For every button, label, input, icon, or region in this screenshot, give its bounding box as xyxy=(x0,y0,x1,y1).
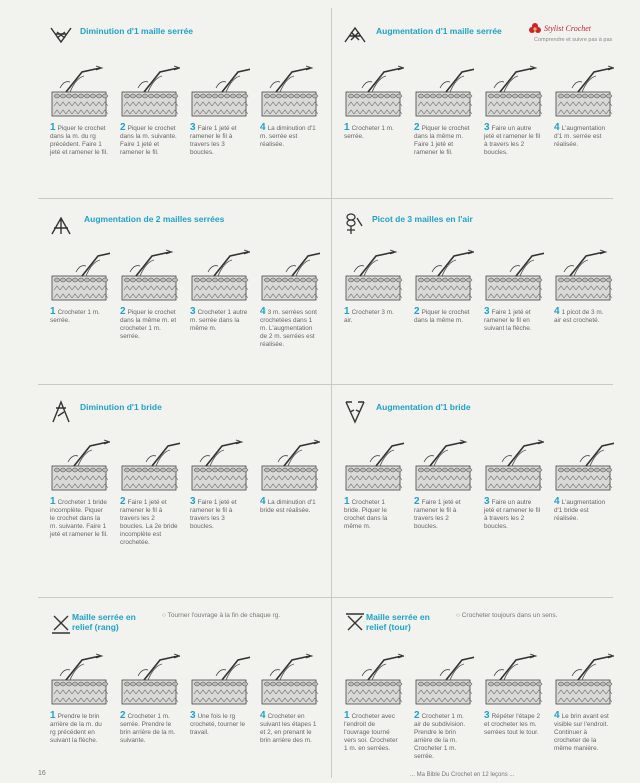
step-description: L'augmentation d'1 m. serrée est réalisée. xyxy=(554,125,606,148)
step-illustration xyxy=(552,436,614,496)
section-title: Diminution d'1 maille serrée xyxy=(80,26,194,36)
section-note: ○ Crocheter toujours dans un sens. xyxy=(456,612,558,619)
step-number: 4 xyxy=(554,710,560,721)
step-illustration xyxy=(412,246,474,306)
step-illustration xyxy=(118,436,180,496)
section-title: Picot de 3 mailles en l'air xyxy=(372,214,473,224)
step-text xyxy=(484,498,542,531)
step-illustration xyxy=(482,650,544,710)
step-illustration xyxy=(552,246,614,306)
step-illustration xyxy=(48,650,110,710)
step-description: Faire 1 jeté et ramener le fil à travers les 2 boucles. xyxy=(414,499,461,530)
step-description: L'augmentation d'1 bride est réalisée. xyxy=(554,499,606,522)
step-text xyxy=(50,308,108,325)
step-illustration xyxy=(412,650,474,710)
step-number: 3 xyxy=(484,496,490,507)
step-description: Piquer le crochet dans la m. suivante. Faire 1 jeté et ramener le fil. xyxy=(120,125,177,156)
aug-ms-symbol-icon xyxy=(342,20,368,46)
step-text xyxy=(50,124,108,157)
step-number: 2 xyxy=(414,122,420,133)
step-illustration xyxy=(48,436,110,496)
dim-ms-symbol-icon xyxy=(48,20,74,46)
step-description: Le brin avant est visible sur l'endroit. Continuer à crocheter de la même manière. xyxy=(554,713,609,752)
step-text xyxy=(554,498,612,523)
step-description: Faire 1 jeté et ramener le fil à travers les 3 boucles. xyxy=(190,125,237,156)
row-divider-2 xyxy=(38,384,613,385)
section-title: Augmentation d'1 maille serrée xyxy=(376,26,502,36)
step-text xyxy=(344,308,402,325)
flower-icon xyxy=(528,22,542,36)
step-description: Crocheter 1 m. serrée. Prendre le brin arrière de la m. suivante. xyxy=(120,713,176,744)
step-description: Crocheter 1 autre m. serrée dans la même m. xyxy=(190,309,248,332)
step-text xyxy=(260,124,318,149)
step-illustration xyxy=(48,62,110,122)
step-text xyxy=(190,498,248,531)
step-description: Une fois le rg crocheté, tourner le travail. xyxy=(190,713,246,736)
step-text xyxy=(414,308,472,325)
step-number: 2 xyxy=(414,306,420,317)
step-number: 4 xyxy=(554,122,560,133)
step-illustration xyxy=(258,246,320,306)
section-title: Diminution d'1 bride xyxy=(80,402,162,412)
step-number: 2 xyxy=(414,710,420,721)
step-number: 1 xyxy=(344,710,350,721)
step-illustration xyxy=(412,436,474,496)
step-number: 1 xyxy=(344,306,350,317)
step-description: Crocheter 3 m. air. xyxy=(344,309,394,324)
step-text xyxy=(190,712,248,737)
step-description: Piquer le crochet dans la même m. Faire 1 jeté et ramener le fil. xyxy=(414,125,470,156)
step-illustration xyxy=(118,246,180,306)
step-illustration xyxy=(188,62,250,122)
step-description: Crocheter 1 bride incomplète. Piquer le crochet dans la m. suivante. Faire 1 jeté et ramener le fil. xyxy=(50,499,108,538)
page-footer: ... Ma Bible Du Crochet en 12 leçons ... xyxy=(410,772,515,778)
step-illustration xyxy=(258,436,320,496)
step-text xyxy=(344,498,402,531)
step-illustration xyxy=(342,62,404,122)
section-title: Maille serrée en relief (rang) xyxy=(72,612,136,632)
row-divider-1 xyxy=(38,198,613,199)
step-illustration xyxy=(482,436,544,496)
page-number: 16 xyxy=(38,770,46,777)
step-illustration xyxy=(482,246,544,306)
step-text xyxy=(414,498,472,531)
step-number: 2 xyxy=(120,496,126,507)
step-description: Crocheter 1 bride. Piquer le crochet dans la même m. xyxy=(344,499,388,530)
step-number: 2 xyxy=(414,496,420,507)
step-illustration xyxy=(258,650,320,710)
step-description: Faire un autre jeté et ramener le fil à travers les 2 boucles. xyxy=(484,125,541,156)
step-illustration xyxy=(342,246,404,306)
step-illustration xyxy=(552,62,614,122)
step-text xyxy=(554,308,612,325)
brand-logo xyxy=(528,22,618,48)
step-description: Piquer le crochet dans la m. du rg précédent. Faire 1 jeté et ramener le fil. xyxy=(50,125,108,156)
step-text xyxy=(344,712,402,753)
step-number: 1 xyxy=(50,496,56,507)
step-text xyxy=(120,498,178,547)
step-number: 3 xyxy=(484,306,490,317)
step-number: 1 xyxy=(50,710,56,721)
step-text xyxy=(120,124,178,157)
step-text xyxy=(50,498,108,539)
step-number: 1 xyxy=(50,306,56,317)
step-description: Prendre le brin arrière de la m. du rg précédent en suivant la flèche. xyxy=(50,713,102,744)
step-text xyxy=(190,124,248,157)
step-number: 4 xyxy=(260,122,266,133)
step-illustration xyxy=(48,246,110,306)
step-text xyxy=(344,124,402,141)
step-description: Piquer le crochet dans la même m. xyxy=(414,309,470,324)
step-description: La diminution d'1 bride est réalisée. xyxy=(260,499,316,514)
step-text xyxy=(260,308,318,349)
step-text xyxy=(260,498,318,515)
step-number: 2 xyxy=(120,122,126,133)
step-text xyxy=(414,124,472,157)
step-description: Faire 1 jeté et ramener le fil en suivant la flèche. xyxy=(484,309,532,332)
step-number: 3 xyxy=(484,122,490,133)
step-illustration xyxy=(118,650,180,710)
section-title: Augmentation de 2 mailles serrées xyxy=(84,214,225,224)
step-number: 4 xyxy=(260,496,266,507)
brand-name: Stylist Crochet xyxy=(544,24,592,33)
step-description: Crocheter 1 m. serrée. xyxy=(50,309,100,324)
step-description: 3 m. serrées sont crochetées dans 1 m. L'augmentation de 2 m. serrées est réalisée. xyxy=(260,309,317,348)
step-description: Crocheter 1 m. serrée. xyxy=(344,125,394,140)
step-illustration xyxy=(482,62,544,122)
step-number: 1 xyxy=(50,122,56,133)
picot-symbol-icon xyxy=(342,210,368,236)
step-number: 4 xyxy=(260,710,266,721)
step-description: Piquer le crochet dans la même m. et crocheter 1 m. serrée. xyxy=(120,309,177,340)
step-text xyxy=(554,124,612,149)
step-text xyxy=(120,712,178,745)
step-description: Faire 1 jeté et ramener le fil à travers les 2 boucles. La 2e bride incomplète est crochetée. xyxy=(120,499,178,546)
relief-rang-symbol-icon xyxy=(48,610,74,636)
step-illustration xyxy=(342,650,404,710)
step-number: 3 xyxy=(190,710,196,721)
row-divider-3 xyxy=(38,597,613,598)
step-number: 3 xyxy=(484,710,490,721)
step-number: 4 xyxy=(260,306,266,317)
step-description: 1 picot de 3 m. air est crocheté. xyxy=(554,309,604,324)
step-number: 3 xyxy=(190,496,196,507)
step-description: Crocheter en suivant les étapes 1 et 2, en prenant le brin arrière des m. xyxy=(260,713,317,744)
step-description: Faire 1 jeté et ramener le fil à travers les 3 boucles. xyxy=(190,499,237,530)
step-illustration xyxy=(342,436,404,496)
step-number: 2 xyxy=(120,306,126,317)
step-description: Faire un autre jeté et ramener le fil à travers les 2 boucles. xyxy=(484,499,541,530)
step-text xyxy=(190,308,248,333)
step-number: 3 xyxy=(190,122,196,133)
step-description: La diminution d'1 m. serrée est réalisée. xyxy=(260,125,316,148)
step-illustration xyxy=(118,62,180,122)
step-text xyxy=(484,308,542,333)
step-illustration xyxy=(188,246,250,306)
section-title: Maille serrée en relief (tour) xyxy=(366,612,430,632)
step-text xyxy=(414,712,472,761)
step-illustration xyxy=(258,62,320,122)
step-text xyxy=(120,308,178,341)
section-note: ○ Tourner l'ouvrage à la fin de chaque rg. xyxy=(162,612,281,619)
step-description: Crocheter avec l'endroit de l'ouvrage tourné vers soi. Crocheter 1 m. en serrées. xyxy=(344,713,398,752)
dim-br-symbol-icon xyxy=(48,398,74,424)
step-illustration xyxy=(552,650,614,710)
aug-br-symbol-icon xyxy=(342,398,368,424)
aug-2ms-symbol-icon xyxy=(48,210,74,236)
step-illustration xyxy=(188,436,250,496)
step-number: 1 xyxy=(344,496,350,507)
step-number: 1 xyxy=(344,122,350,133)
step-text xyxy=(484,712,542,737)
brand-tagline: Comprendre et suivre pas à pas xyxy=(534,37,613,43)
step-description: Crocheter 1 m. air de subdivision. Prendre le brin arrière de la m. Crocheter 1 m. serrée. xyxy=(414,713,466,760)
column-divider xyxy=(331,8,332,778)
step-text xyxy=(554,712,612,753)
step-number: 2 xyxy=(120,710,126,721)
step-text xyxy=(484,124,542,157)
relief-tour-symbol-icon xyxy=(342,610,368,636)
step-text xyxy=(260,712,318,745)
step-illustration xyxy=(412,62,474,122)
step-illustration xyxy=(188,650,250,710)
section-title: Augmentation d'1 bride xyxy=(376,402,471,412)
step-number: 4 xyxy=(554,496,560,507)
step-number: 3 xyxy=(190,306,196,317)
step-number: 4 xyxy=(554,306,560,317)
step-description: Répéter l'étape 2 et crocheter les m. serrées tout le tour. xyxy=(484,713,541,736)
step-text xyxy=(50,712,108,745)
